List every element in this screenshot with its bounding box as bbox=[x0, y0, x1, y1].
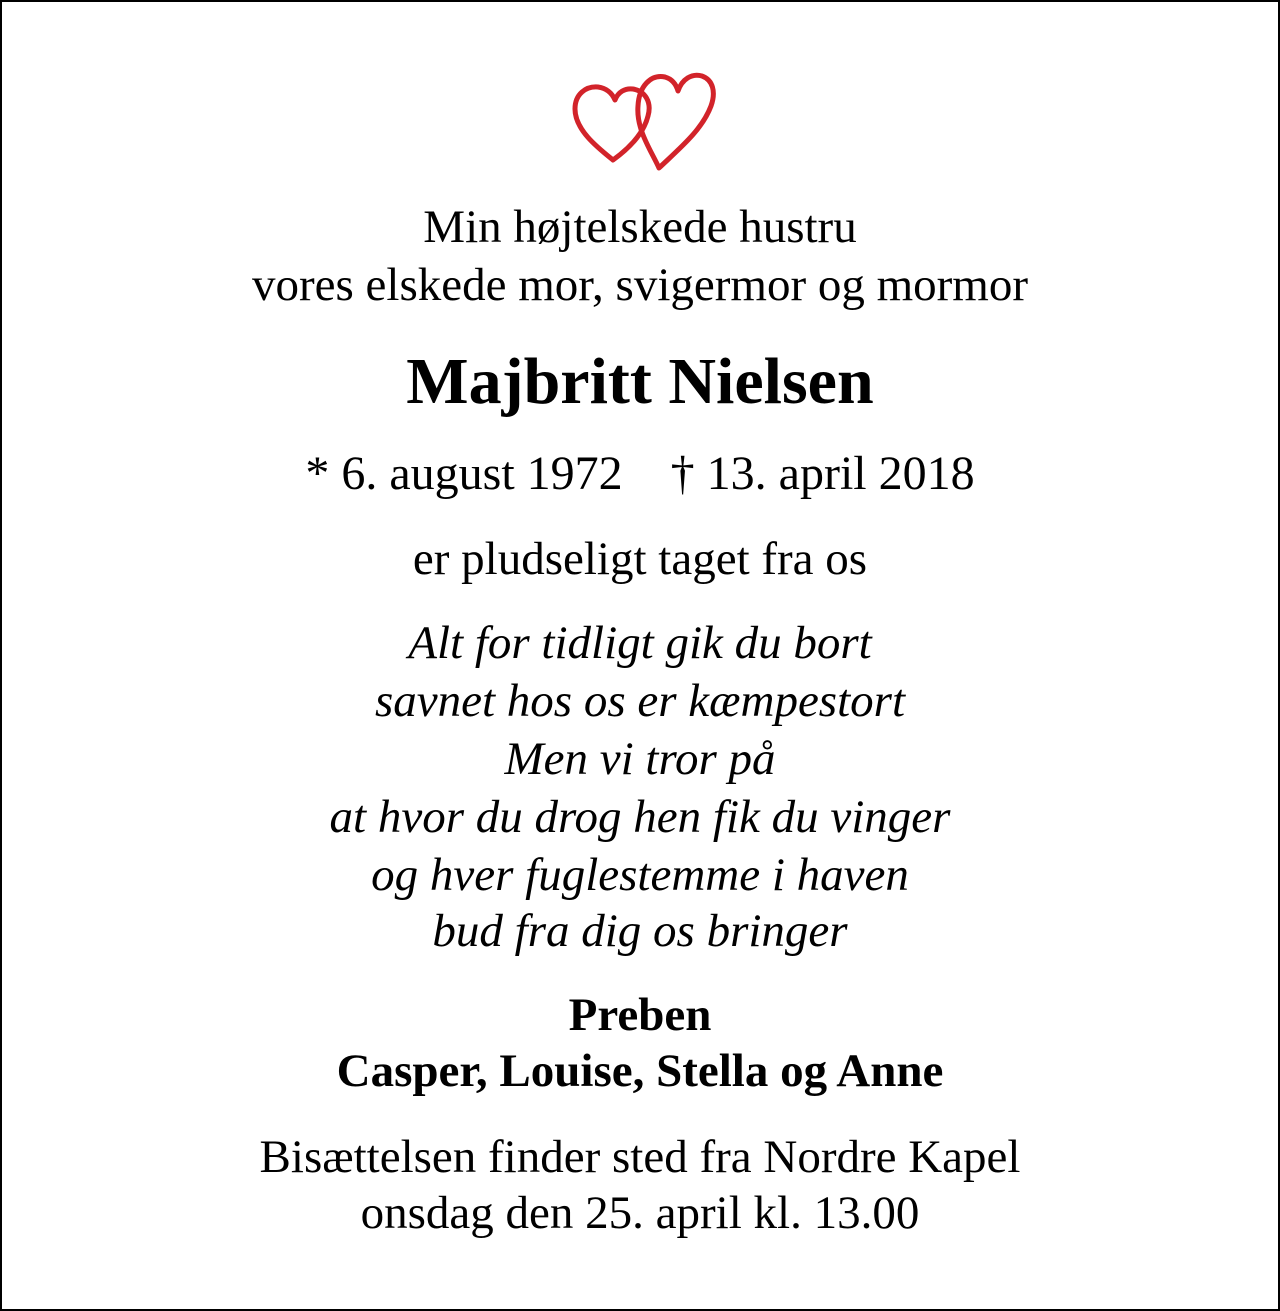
intro-line-2: vores elskede mor, svigermor og mormor bbox=[251, 259, 1029, 311]
death-date: † 13. april 2018 bbox=[670, 447, 975, 500]
announcement-text: er pludseligt taget fra os bbox=[412, 533, 868, 585]
verse-line: Alt for tidligt gik du bort bbox=[408, 617, 872, 669]
deceased-name: Majbritt Nielsen bbox=[406, 345, 874, 418]
verse-line: bud fra dig os bringer bbox=[432, 905, 848, 957]
verse-line: at hvor du drog hen fik du vinger bbox=[329, 791, 951, 843]
verse-line: Men vi tror på bbox=[504, 733, 776, 785]
funeral-line-1: Bisættelsen finder sted fra Nordre Kapel bbox=[259, 1131, 1021, 1183]
intro-line-1: Min højtelskede hustru bbox=[423, 201, 857, 253]
birth-date: * 6. august 1972 bbox=[305, 447, 623, 500]
life-dates bbox=[2, 446, 1278, 501]
funeral-line-2: onsdag den 25. april kl. 13.00 bbox=[360, 1187, 920, 1239]
verse-line: og hver fuglestemme i haven bbox=[371, 849, 909, 901]
family-line-1: Preben bbox=[568, 989, 712, 1041]
two-hearts-icon bbox=[568, 62, 718, 174]
verse-line: savnet hos os er kæmpestort bbox=[374, 675, 905, 727]
family-line-2: Casper, Louise, Stella og Anne bbox=[336, 1045, 944, 1097]
